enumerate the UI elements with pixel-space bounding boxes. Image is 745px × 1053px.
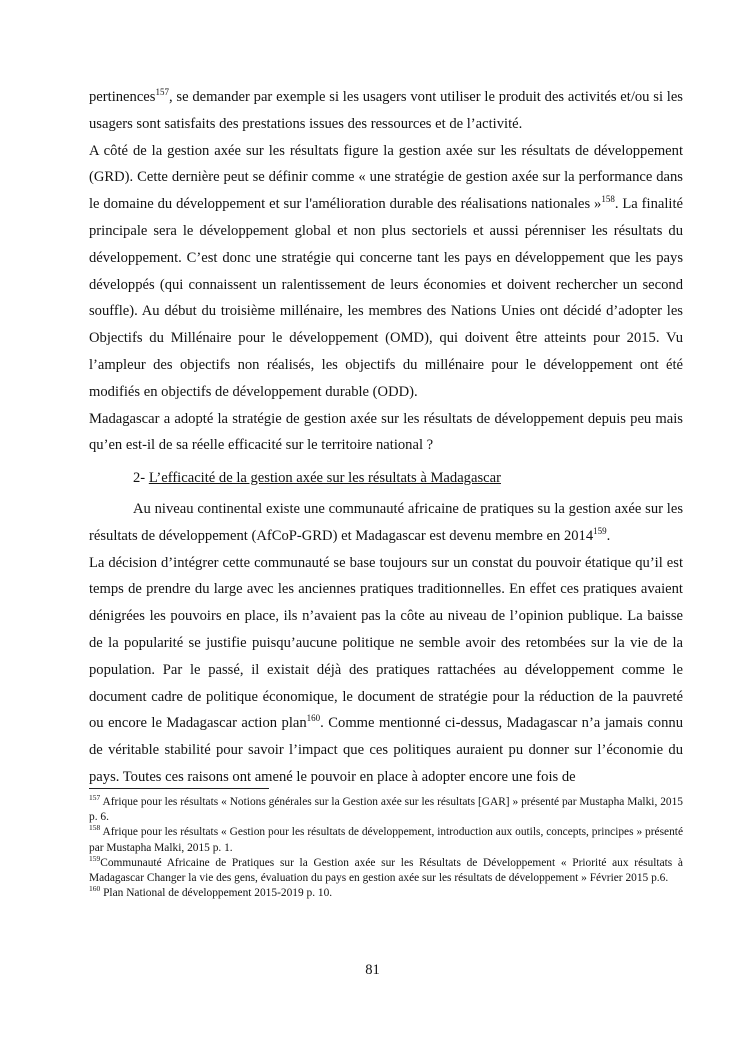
footnote-ref-160[interactable]: 160 [306,713,321,724]
heading-title: L’efficacité de la gestion axée sur les résultats à Madagascar [148,470,501,487]
paragraph-5 [89,550,683,791]
footnote-number: 160 [89,884,101,894]
paragraph-1 [89,84,683,138]
paragraph-text: . Comme mentionné ci-dessus, Madagascar n’a jamais connu de véritable stabilité pour savoir l’impact que ces politiques auraient pu donner sur l’économie du pays. Toutes ces raisons ont amené le pouvoir en place à adopter encore une fois de [89,715,683,785]
paragraph-text: A côté de la gestion axée sur les résultats figure la gestion axée sur les résultats de développement (GRD). Cette dernière peut se définir comme « une stratégie de gestion axée sur la performance dans le domaine du développement et sur l'amélioration durable des réalisations nationales » [89,142,683,213]
paragraph-text: , se demander par exemple si les usagers vont utiliser le produit des activités et/ou si les usagers sont satisfaits des prestations issues des ressources et de l’activité. [89,89,683,132]
paragraph-text: . La finalité principale sera le développement global et non plus sectoriels et aussi pérenniser les résultats du développement. C’est donc une stratégie qui concerne tant les pays en développement que les pays développés (qui connaissent un ralentissement de leurs économies et doivent rechercher un second souffle). Au début du troisième millénaire, les membres des Nations Unies ont décidé d’adopter les Objectifs du Millénaire pour le développement (OMD), qui doivent être atteints pour 2015. Vu l’ampleur des objectifs non réalisés, les objectifs du millénaire pour le développement ont été modifiés en objectifs de développement durable (ODD). [89,196,684,400]
footnote-number: 157 [89,793,101,803]
footnotes [89,795,683,901]
footnote-text: Afrique pour les résultats « Notions générales sur la Gestion axée sur les résultats [GAR] » présenté par Mustapha Malki, 2015 p. 6. [89,796,683,824]
footnote-number: 159 [89,854,101,864]
section-heading [133,465,683,492]
paragraph-2 [89,138,683,406]
footnote-ref-158[interactable]: 158 [601,194,615,205]
footnote-159 [89,856,683,886]
footnote-160 [89,886,683,901]
page-body [89,84,683,791]
paragraph-4 [89,496,683,550]
footnote-number: 158 [89,823,101,833]
footnote-158 [89,825,683,855]
footnote-ref-159[interactable]: 159 [593,525,607,536]
footnote-text: Communauté Africaine de Pratiques sur la Gestion axée sur les Résultats de Développement « Priorité aux résultats à Madagascar Changer la vie des gens, évaluation du pays en gestion axée sur les résultats de développement » Février 2015 p.6. [89,856,683,885]
paragraph-text: . [606,527,611,544]
page-number: 81 [365,962,380,978]
paragraph-text: Au niveau continental existe une communauté africaine de pratiques su la gestion axée sur les résultats de développement (AfCoP-GRD) et Madagascar est devenu membre en 2014 [89,500,683,544]
footnote-text: Afrique pour les résultats « Gestion pour les résultats de développement, introduction aux outils, concepts, principes » présenté par Mustapha Malki, 2015 p. 1. [89,826,683,854]
footnote-ref-157[interactable]: 157 [155,87,169,98]
footnote-separator [89,788,269,789]
footnote-text: Plan National de développement 2015-2019 p. 10. [100,887,333,900]
paragraph-3: Madagascar a adopté la stratégie de gestion axée sur les résultats de développement depuis peu mais qu’en est-il de sa réelle efficacité sur le territoire national ? [89,410,683,454]
footnote-157 [89,795,683,825]
paragraph-text: La décision d’intégrer cette communauté se base toujours sur un constat du pouvoir étatique qu’il est temps de prendre du large avec les anciennes pratiques traditionnelles. En effet ces pratiques avaient dénigrées les pouvoirs en place, ils n’avaient pas la côte au niveau de l’opinion publique. La baisse de la popularité se justifie puisqu’aucune politique ne semble avoir des retombées sur la vie de la population. Par le passé, il existait déjà des pratiques rattachées au développement comme le document cadre de politique économique, le document de stratégie pour la réduction de la pauvreté ou encore le Madagascar action plan [89,554,683,732]
paragraph-text: pertinences [89,89,156,105]
heading-number: 2- [133,470,149,487]
